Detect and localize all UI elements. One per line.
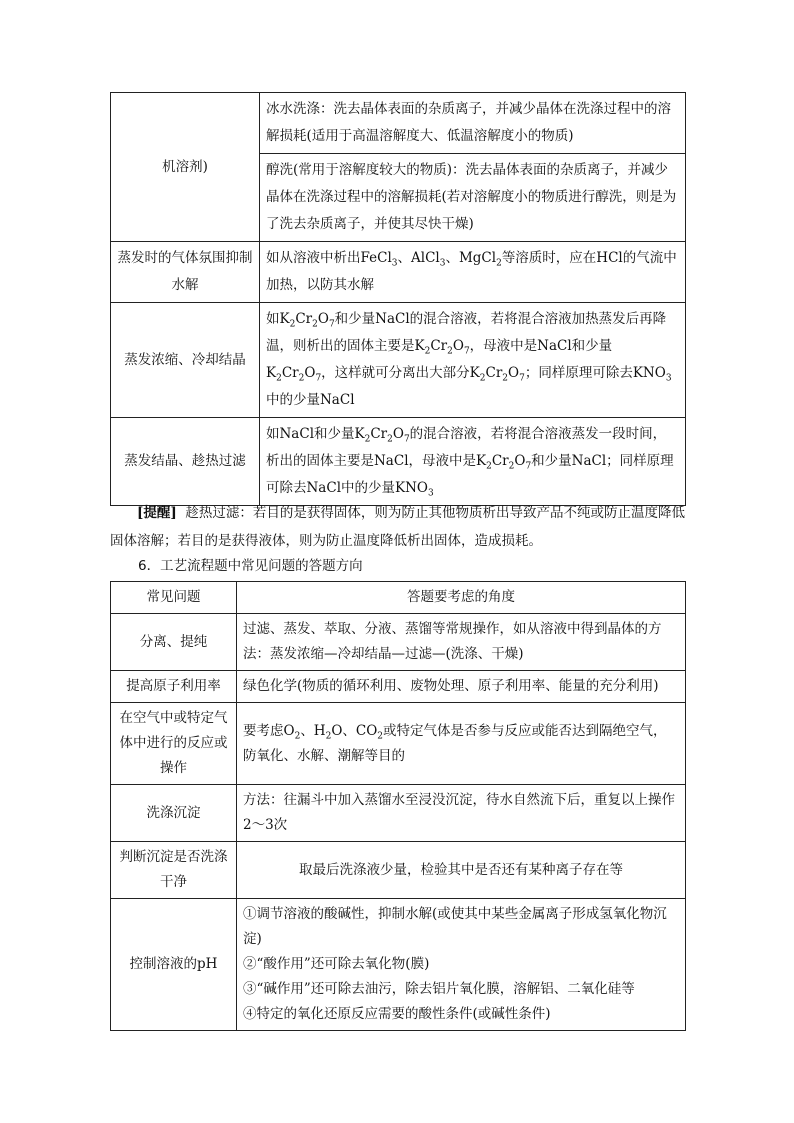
table-row [111, 614, 686, 671]
row-content: 过滤、蒸发、萃取、分液、蒸馏等常规操作，如从溶液中得到晶体的方法：蒸发浓缩—冷却结晶—过滤—(洗涤、干燥) [237, 614, 686, 671]
row-content: 醇洗(常用于溶解度较大的物质)：洗去晶体表面的杂质离子，并减少晶体在洗涤过程中的溶解损耗(若对溶解度小的物质进行醇洗，则是为了洗去杂质离子，并使其尽快干燥) [260, 154, 686, 242]
table-header-row [111, 582, 686, 614]
header-col2: 答题要考虑的角度 [237, 582, 686, 614]
row-label: 在空气中或特定气体中进行的反应或操作 [111, 703, 237, 785]
separation-methods-table [110, 92, 686, 506]
row-label: 提高原子利用率 [111, 671, 237, 703]
row-label: 洗涤沉淀 [111, 785, 237, 842]
row-label: 控制溶液的pH [111, 899, 237, 1031]
header-col1: 常见问题 [111, 582, 237, 614]
row-label: 蒸发浓缩、冷却结晶 [111, 303, 260, 418]
row-label: 机溶剂) [111, 93, 260, 242]
table-row [111, 842, 686, 899]
table-row [111, 242, 686, 303]
table-row [111, 303, 686, 418]
row-label: 分离、提纯 [111, 614, 237, 671]
table-row [111, 899, 686, 1031]
tip-tag: [提醒] [137, 505, 177, 521]
row-content: 如$K_2Cr_2O_7$和少量NaCl的混合溶液，若将混合溶液加热蒸发后再降温，则析出的固体主要是$K_2Cr_2O_7$，母液中是NaCl和少量$K_2Cr_2O_7$，这样就可分离出大部分$K_2Cr_2O_7$；同样原理可除去$KNO_3$中的少量NaCl [260, 303, 686, 418]
row-content: 冰水洗涤：洗去晶体表面的杂质离子，并减少晶体在洗涤过程中的溶解损耗(适用于高温溶解度大、低温溶解度小的物质) [260, 93, 686, 154]
row-content: ①调节溶液的酸碱性，抑制水解(或使其中某些金属离子形成氢氧化物沉淀) ②“酸作用”还可除去氧化物(膜) ③“碱作用”还可除去油污，除去铝片氧化膜，溶解铝、二氧化硅等 ④特定的氧化还原反应需要的酸性条件(或碱性条件) [237, 899, 686, 1031]
row-content: 方法：往漏斗中加入蒸馏水至浸没沉淀，待水自然流下后，重复以上操作2～3次 [237, 785, 686, 842]
tip-paragraph [110, 499, 685, 555]
row-content: 如NaCl和少量$K_2Cr_2O_7$的混合溶液，若将混合溶液蒸发一段时间，析出的固体主要是NaCl，母液中是$K_2Cr_2O_7$和少量NaCl；同样原理可除去NaCl中的少量$KNO_3$ [260, 418, 686, 506]
row-label: 蒸发时的气体氛围抑制水解 [111, 242, 260, 303]
section-heading: 6．工艺流程题中常见问题的答题方向 [138, 558, 363, 574]
row-label: 蒸发结晶、趁热过滤 [111, 418, 260, 506]
row-content: 如从溶液中析出FeCl$_3$、AlCl$_3$、MgCl$_2$等溶质时，应在HCl的气流中加热，以防其水解 [260, 242, 686, 303]
row-content: 取最后洗涤液少量，检验其中是否还有某种离子存在等 [237, 842, 686, 899]
row-content: 要考虑$O_2$、$H_2O$、$CO_2$或特定气体是否参与反应或能否达到隔绝空气，防氧化、水解、潮解等目的 [237, 703, 686, 785]
tip-text: 趁热过滤：若目的是获得固体，则为防止其他物质析出导致产品不纯或防止温度降低固体溶解；若目的是获得液体，则为防止温度降低析出固体，造成损耗。 [110, 505, 685, 549]
process-questions-table [110, 581, 686, 1031]
table-row [111, 93, 686, 154]
table-row [111, 785, 686, 842]
table-row [111, 418, 686, 506]
table-row [111, 703, 686, 785]
table-row [111, 671, 686, 703]
row-content: 绿色化学(物质的循环利用、废物处理、原子利用率、能量的充分利用) [237, 671, 686, 703]
row-label: 判断沉淀是否洗涤干净 [111, 842, 237, 899]
